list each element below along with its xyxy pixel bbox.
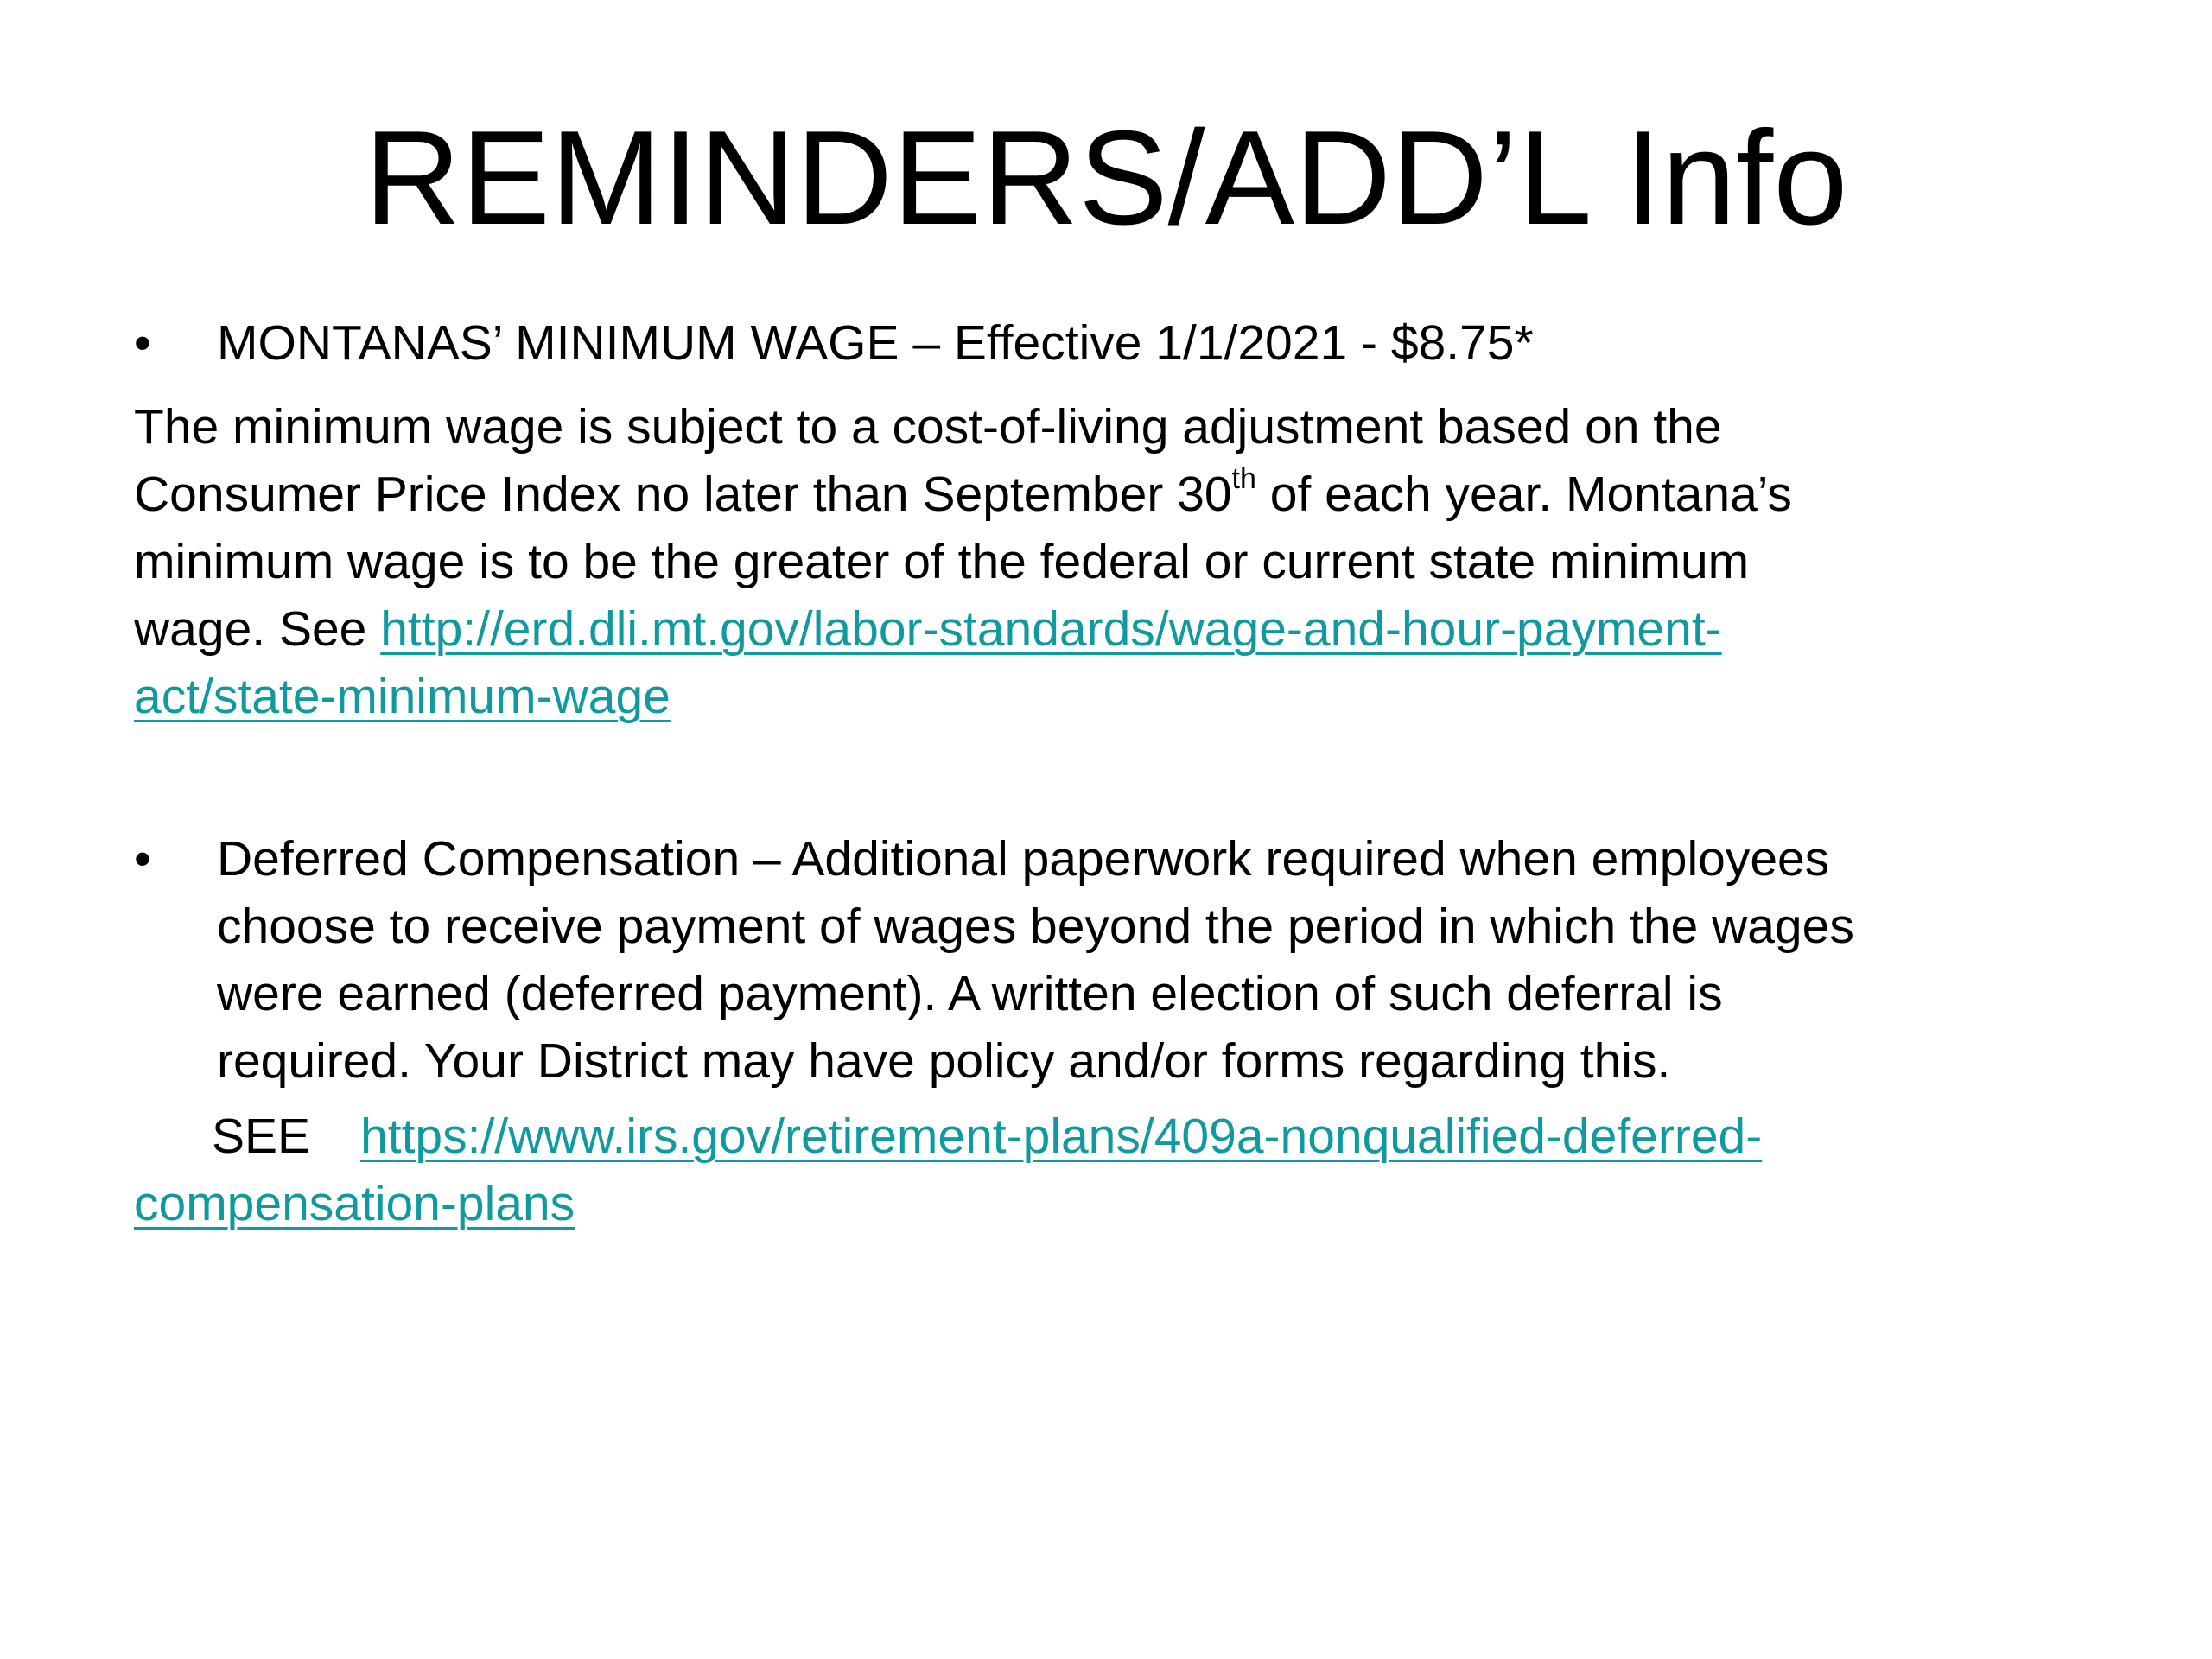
see-label: SEE xyxy=(212,1109,311,1164)
slide-title: REMINDERS/ADD’L Info xyxy=(364,103,1848,252)
min-wage-link[interactable]: http://erd.dli.mt.gov/labor-standards/wage-and-hour-payment- xyxy=(380,601,1722,657)
min-wage-see-text: wage. See xyxy=(134,601,381,657)
min-wage-line-3: minimum wage is to be the greater of the federal or current state minimum xyxy=(134,534,1750,589)
deferred-line-4: required. Your District may have policy and/or forms regarding this. xyxy=(217,1033,1671,1089)
min-wage-line-2-tail: of each year. Montana’s xyxy=(1255,467,1792,522)
ordinal-suffix: th xyxy=(1231,462,1256,495)
bullet-icon: • xyxy=(134,315,151,371)
deferred-line-2: choose to receive payment of wages beyond the period in which the wages xyxy=(217,899,1854,954)
min-wage-paragraph xyxy=(134,393,1792,730)
irs-link[interactable]: https://www.irs.gov/retirement-plans/409a-nonqualified-deferred- xyxy=(360,1109,1763,1164)
irs-link-continued[interactable]: compensation-plans xyxy=(134,1176,575,1231)
min-wage-line-1: The minimum wage is subject to a cost-of-living adjustment based on the xyxy=(134,399,1722,454)
min-wage-link-continued[interactable]: act/state-minimum-wage xyxy=(134,669,671,724)
bullet-icon: • xyxy=(134,831,151,887)
min-wage-line-5 xyxy=(134,663,1792,730)
min-wage-line-2-text: Consumer Price Index no later than September 30 xyxy=(134,467,1232,522)
deferred-see-line-1 xyxy=(134,1103,1762,1170)
deferred-see-line-2 xyxy=(134,1170,1762,1237)
min-wage-line-2 xyxy=(134,461,1792,528)
deferred-see-paragraph xyxy=(134,1103,1762,1237)
min-wage-heading: MONTANAS’ MINIMUM WAGE – Effective 1/1/2021 - $8.75* xyxy=(217,315,1534,371)
deferred-line-1: Deferred Compensation – Additional paperwork required when employees xyxy=(217,831,1830,887)
deferred-text xyxy=(217,825,1854,1095)
deferred-line-3: were earned (deferred payment). A written election of such deferral is xyxy=(217,966,1723,1021)
min-wage-line-4 xyxy=(134,595,1792,663)
